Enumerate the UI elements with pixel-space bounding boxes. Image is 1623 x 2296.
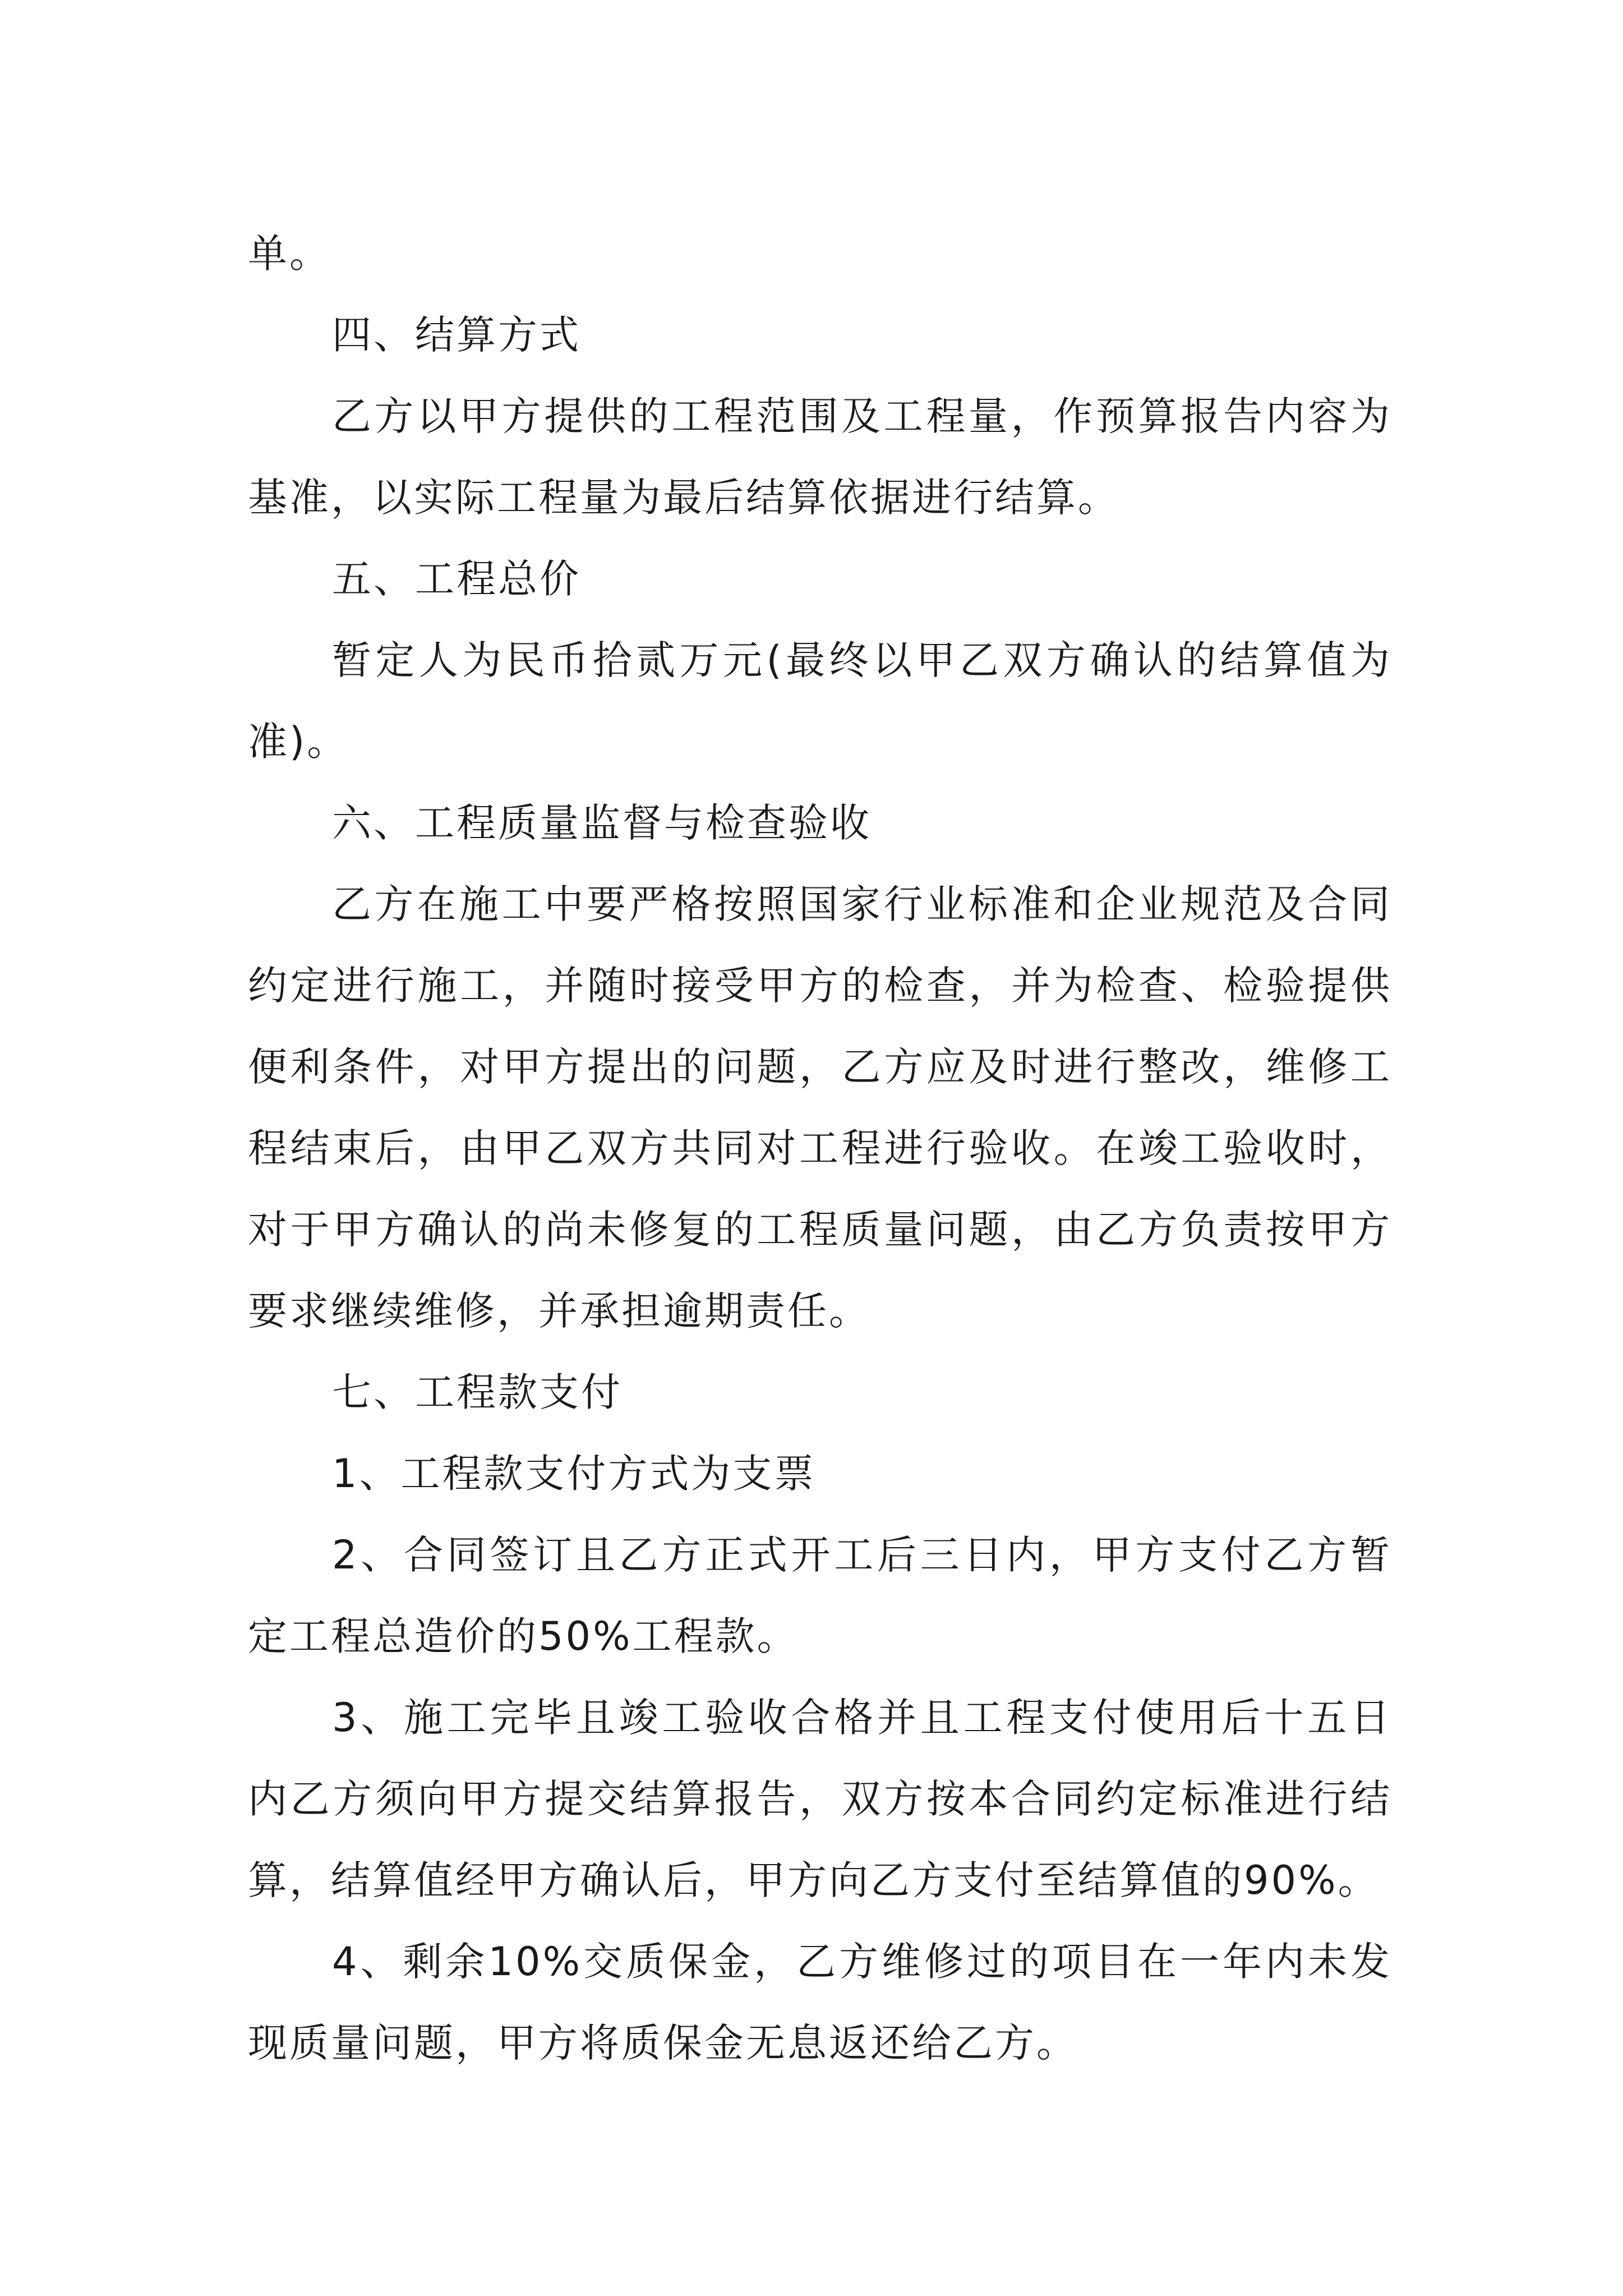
section-heading-payment: 七、工程款支付 bbox=[332, 1369, 623, 1415]
paragraph-quality-inspection: 乙方在施工中要严格按照国家行业标准和企业规范及合同约定进行施工，并随时接受甲方的检查，并为检查、检验提供便利条件，对甲方提出的问题，乙方应及时进行整改，维修工程结束后，由甲乙双方共同对工程进行验收。在竣工验收时，对于甲方确认的尚未修复的工程质量问题，由乙方负责按甲方要求继续维修，并承担逾期责任。 bbox=[248, 881, 1392, 1334]
paragraph-total-price: 暂定人为民币拾贰万元(最终以甲乙双方确认的结算值为准)。 bbox=[248, 637, 1392, 765]
section-heading-settlement: 四、结算方式 bbox=[332, 312, 581, 358]
document-body bbox=[248, 213, 1392, 2084]
paragraph-settlement: 乙方以甲方提供的工程范围及工程量，作预算报告内容为基准，以实际工程量为最后结算依据进行结算。 bbox=[248, 393, 1392, 521]
payment-item-1: 1、工程款支付方式为支票 bbox=[332, 1451, 816, 1497]
paragraph-continuation: 单。 bbox=[248, 231, 331, 277]
payment-item-3: 3、施工完毕且竣工验收合格并且工程支付使用后十五日内乙方须向甲方提交结算报告，双方按本合同约定标准进行结算，结算值经甲方确认后，甲方向乙方支付至结算值的90%。 bbox=[248, 1695, 1392, 1903]
section-heading-quality-inspection: 六、工程质量监督与检查验收 bbox=[332, 800, 872, 846]
payment-item-4: 4、剩余10%交质保金，乙方维修过的项目在一年内未发现质量问题，甲方将质保金无息返还给乙方。 bbox=[248, 1939, 1392, 2066]
section-heading-total-price: 五、工程总价 bbox=[332, 556, 581, 602]
payment-item-2: 2、合同签订且乙方正式开工后三日内，甲方支付乙方暂定工程总造价的50%工程款。 bbox=[248, 1532, 1392, 1659]
